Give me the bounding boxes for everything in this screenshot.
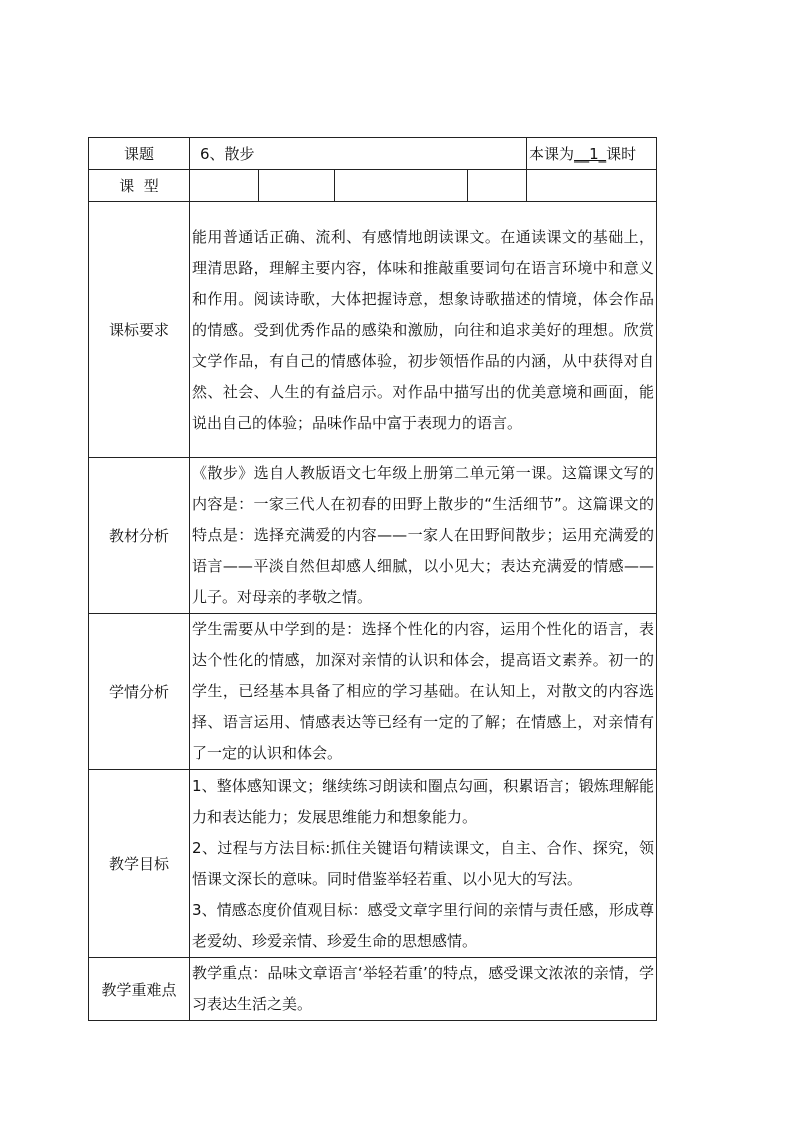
period-suffix: 课时 (606, 145, 637, 163)
standards-label: 课标要求 (89, 202, 190, 458)
objective-item: 1、整体感知课文；继续练习朗读和圈点勾画，积累语言；锻炼理解能力和表达能力；发展思维能力和想象能力。 (192, 776, 655, 826)
type-cell-4 (468, 170, 527, 202)
key-points-row (89, 958, 657, 1021)
key-points-text: 教学重点：品味文章语言‘举轻若重’的特点，感受课文浓浓的亲情，学习表达生活之美。 (190, 958, 657, 1021)
period-cell (527, 138, 657, 170)
students-row (89, 614, 657, 770)
type-cell-1 (190, 170, 259, 202)
type-cell-5 (527, 170, 657, 202)
topic-row (89, 138, 657, 170)
standards-text: 能用普通话正确、流利、有感情地朗读课文。在通读课文的基础上，理清思路，理解主要内容，体味和推敲重要词句在语言环境中和意义和作用。阅读诗歌，大体把握诗意，想象诗歌描述的情境，体会作品的情感。受到优秀作品的感染和激励，向往和追求美好的理想。欣赏文学作品，有自己的情感体验，初步领悟作品的内涵，从中获得对自然、社会、人生的有益启示。对作品中描写出的优美意境和画面，能说出自己的体验；品味作品中富于表现力的语言。 (190, 202, 657, 458)
topic-label: 课题 (89, 138, 190, 170)
students-label: 学情分析 (89, 614, 190, 770)
standards-row (89, 202, 657, 458)
textbook-row (89, 458, 657, 614)
topic-value: 6、散步 (190, 138, 527, 170)
type-cell-2 (259, 170, 335, 202)
objectives-row (89, 770, 657, 958)
period-number: __1_ (574, 145, 607, 163)
type-row (89, 170, 657, 202)
objectives-cell (190, 770, 657, 958)
lesson-plan-table (88, 137, 657, 1021)
type-cell-3 (335, 170, 468, 202)
objectives-label: 教学目标 (89, 770, 190, 958)
textbook-label: 教材分析 (89, 458, 190, 614)
students-text: 学生需要从中学到的是：选择个性化的内容，运用个性化的语言，表达个性化的情感，加深对亲情的认识和体会，提高语文素养。初一的学生，已经基本具备了相应的学习基础。在认知上，对散文的内容选择、语言运用、情感表达等已经有一定的了解；在情感上，对亲情有了一定的认识和体会。 (190, 614, 657, 770)
type-label: 课 型 (89, 170, 190, 202)
textbook-text: 《散步》选自人教版语文七年级上册第二单元第一课。这篇课文写的内容是：一家三代人在初春的田野上散步的“生活细节”。这篇课文的特点是：选择充满爱的内容——一家人在田野间散步；运用充满爱的语言——平淡自然但却感人细腻，以小见大；表达充满爱的情感——儿子。对母亲的孝敬之情。 (190, 458, 657, 614)
period-prefix: 本课为 (529, 145, 575, 163)
objective-item: 2、过程与方法目标:抓住关键语句精读课文，自主、合作、探究，领悟课文深长的意味。同时借鉴举轻若重、以小见大的写法。 (192, 838, 655, 888)
key-points-label: 教学重难点 (89, 958, 190, 1021)
objective-item: 3、情感态度价值观目标：感受文章字里行间的亲情与责任感，形成尊老爱幼、珍爱亲情、珍爱生命的思想感情。 (192, 900, 655, 950)
